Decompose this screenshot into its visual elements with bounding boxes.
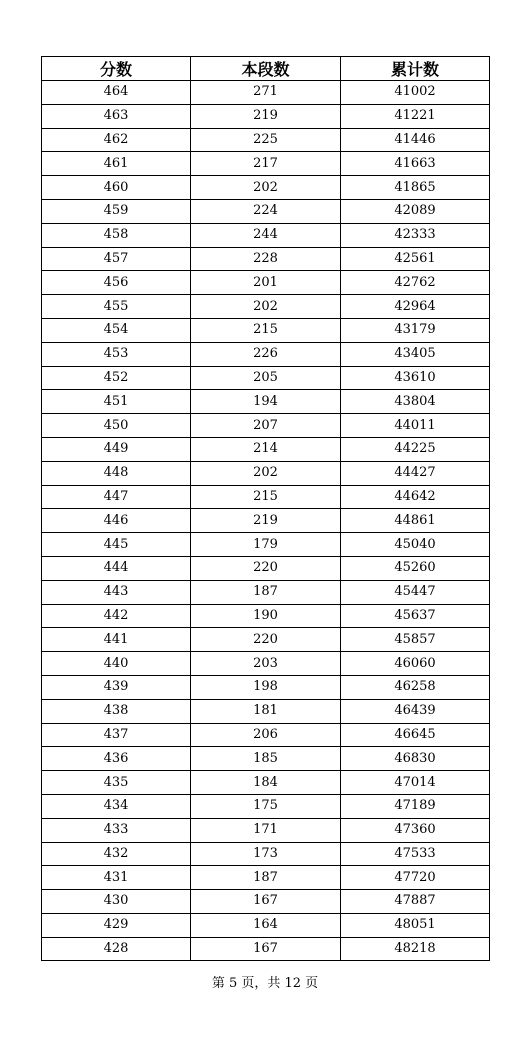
cell-score: 460 xyxy=(42,176,191,200)
cell-cumulative-count: 42561 xyxy=(341,247,490,271)
cell-score: 438 xyxy=(42,699,191,723)
cell-score: 434 xyxy=(42,794,191,818)
cell-score: 432 xyxy=(42,842,191,866)
cell-cumulative-count: 45857 xyxy=(341,628,490,652)
table-row xyxy=(42,533,490,557)
table-row xyxy=(42,628,490,652)
cell-score: 454 xyxy=(42,318,191,342)
cell-segment-count: 201 xyxy=(191,271,341,295)
table-row xyxy=(42,747,490,771)
table-row xyxy=(42,913,490,937)
table-row xyxy=(42,295,490,319)
cell-score: 442 xyxy=(42,604,191,628)
cell-segment-count: 184 xyxy=(191,771,341,795)
cell-segment-count: 226 xyxy=(191,342,341,366)
cell-cumulative-count: 46645 xyxy=(341,723,490,747)
table-row xyxy=(42,556,490,580)
table-row xyxy=(42,437,490,461)
cell-cumulative-count: 44861 xyxy=(341,509,490,533)
cell-score: 456 xyxy=(42,271,191,295)
header-segment-count: 本段数 xyxy=(191,57,341,81)
table-row xyxy=(42,414,490,438)
cell-cumulative-count: 41221 xyxy=(341,104,490,128)
cell-segment-count: 220 xyxy=(191,556,341,580)
cell-segment-count: 271 xyxy=(191,81,341,105)
cell-segment-count: 202 xyxy=(191,295,341,319)
cell-score: 459 xyxy=(42,199,191,223)
cell-cumulative-count: 46830 xyxy=(341,747,490,771)
table-row xyxy=(42,794,490,818)
cell-cumulative-count: 45637 xyxy=(341,604,490,628)
table-row xyxy=(42,771,490,795)
table-row xyxy=(42,866,490,890)
table-row xyxy=(42,390,490,414)
cell-score: 439 xyxy=(42,675,191,699)
cell-score: 430 xyxy=(42,890,191,914)
cell-segment-count: 187 xyxy=(191,580,341,604)
cell-cumulative-count: 46258 xyxy=(341,675,490,699)
cell-score: 448 xyxy=(42,461,191,485)
cell-segment-count: 224 xyxy=(191,199,341,223)
table-row xyxy=(42,104,490,128)
cell-segment-count: 181 xyxy=(191,699,341,723)
cell-cumulative-count: 45260 xyxy=(341,556,490,580)
cell-cumulative-count: 42333 xyxy=(341,223,490,247)
cell-cumulative-count: 41865 xyxy=(341,176,490,200)
cell-segment-count: 219 xyxy=(191,509,341,533)
cell-score: 457 xyxy=(42,247,191,271)
cell-cumulative-count: 41002 xyxy=(341,81,490,105)
cell-score: 435 xyxy=(42,771,191,795)
cell-segment-count: 173 xyxy=(191,842,341,866)
cell-segment-count: 185 xyxy=(191,747,341,771)
table-body xyxy=(42,81,490,961)
cell-score: 446 xyxy=(42,509,191,533)
cell-score: 428 xyxy=(42,937,191,961)
cell-score: 444 xyxy=(42,556,191,580)
cell-score: 455 xyxy=(42,295,191,319)
cell-segment-count: 187 xyxy=(191,866,341,890)
cell-segment-count: 225 xyxy=(191,128,341,152)
cell-cumulative-count: 43610 xyxy=(341,366,490,390)
table-row xyxy=(42,699,490,723)
cell-cumulative-count: 47014 xyxy=(341,771,490,795)
cell-segment-count: 206 xyxy=(191,723,341,747)
cell-cumulative-count: 47533 xyxy=(341,842,490,866)
cell-cumulative-count: 48218 xyxy=(341,937,490,961)
cell-cumulative-count: 47189 xyxy=(341,794,490,818)
cell-cumulative-count: 42964 xyxy=(341,295,490,319)
cell-cumulative-count: 46060 xyxy=(341,652,490,676)
cell-score: 429 xyxy=(42,913,191,937)
cell-segment-count: 244 xyxy=(191,223,341,247)
cell-cumulative-count: 43179 xyxy=(341,318,490,342)
cell-score: 452 xyxy=(42,366,191,390)
table-row xyxy=(42,461,490,485)
cell-segment-count: 203 xyxy=(191,652,341,676)
page-footer: 第 5 页，共 12 页 xyxy=(211,976,319,991)
table-row xyxy=(42,271,490,295)
table-row xyxy=(42,199,490,223)
cell-segment-count: 215 xyxy=(191,485,341,509)
cell-cumulative-count: 41663 xyxy=(341,152,490,176)
cell-cumulative-count: 44427 xyxy=(341,461,490,485)
cell-segment-count: 202 xyxy=(191,461,341,485)
cell-score: 440 xyxy=(42,652,191,676)
cell-segment-count: 219 xyxy=(191,104,341,128)
cell-cumulative-count: 47360 xyxy=(341,818,490,842)
header-cumulative-count: 累计数 xyxy=(341,57,490,81)
cell-score: 443 xyxy=(42,580,191,604)
table-row xyxy=(42,580,490,604)
table-header-row xyxy=(42,57,490,81)
cell-cumulative-count: 43405 xyxy=(341,342,490,366)
cell-cumulative-count: 46439 xyxy=(341,699,490,723)
table-row xyxy=(42,937,490,961)
cell-score: 445 xyxy=(42,533,191,557)
cell-score: 449 xyxy=(42,437,191,461)
table-row xyxy=(42,818,490,842)
cell-segment-count: 214 xyxy=(191,437,341,461)
cell-segment-count: 171 xyxy=(191,818,341,842)
cell-cumulative-count: 47720 xyxy=(341,866,490,890)
cell-segment-count: 215 xyxy=(191,318,341,342)
table-row xyxy=(42,509,490,533)
table-row xyxy=(42,81,490,105)
cell-segment-count: 194 xyxy=(191,390,341,414)
table-row xyxy=(42,176,490,200)
cell-segment-count: 175 xyxy=(191,794,341,818)
cell-cumulative-count: 44642 xyxy=(341,485,490,509)
cell-cumulative-count: 45040 xyxy=(341,533,490,557)
table-row xyxy=(42,485,490,509)
cell-score: 447 xyxy=(42,485,191,509)
cell-segment-count: 190 xyxy=(191,604,341,628)
table-row xyxy=(42,366,490,390)
cell-score: 464 xyxy=(42,81,191,105)
cell-score: 451 xyxy=(42,390,191,414)
table-row xyxy=(42,675,490,699)
table-row xyxy=(42,604,490,628)
header-score: 分数 xyxy=(42,57,191,81)
cell-score: 450 xyxy=(42,414,191,438)
cell-score: 441 xyxy=(42,628,191,652)
score-distribution-table xyxy=(41,56,490,961)
cell-cumulative-count: 48051 xyxy=(341,913,490,937)
cell-segment-count: 179 xyxy=(191,533,341,557)
cell-cumulative-count: 42089 xyxy=(341,199,490,223)
cell-score: 453 xyxy=(42,342,191,366)
cell-segment-count: 228 xyxy=(191,247,341,271)
cell-segment-count: 202 xyxy=(191,176,341,200)
table-row xyxy=(42,223,490,247)
table-row xyxy=(42,128,490,152)
cell-segment-count: 217 xyxy=(191,152,341,176)
cell-segment-count: 198 xyxy=(191,675,341,699)
cell-segment-count: 205 xyxy=(191,366,341,390)
table-row xyxy=(42,342,490,366)
cell-cumulative-count: 41446 xyxy=(341,128,490,152)
cell-score: 461 xyxy=(42,152,191,176)
cell-segment-count: 164 xyxy=(191,913,341,937)
cell-cumulative-count: 47887 xyxy=(341,890,490,914)
cell-segment-count: 220 xyxy=(191,628,341,652)
cell-segment-count: 207 xyxy=(191,414,341,438)
cell-score: 437 xyxy=(42,723,191,747)
table-row xyxy=(42,152,490,176)
cell-segment-count: 167 xyxy=(191,937,341,961)
table-row xyxy=(42,247,490,271)
cell-cumulative-count: 44225 xyxy=(341,437,490,461)
table-row xyxy=(42,318,490,342)
cell-score: 431 xyxy=(42,866,191,890)
table-row xyxy=(42,652,490,676)
cell-cumulative-count: 43804 xyxy=(341,390,490,414)
cell-score: 462 xyxy=(42,128,191,152)
cell-score: 436 xyxy=(42,747,191,771)
table-row xyxy=(42,842,490,866)
cell-score: 458 xyxy=(42,223,191,247)
table-row xyxy=(42,723,490,747)
cell-cumulative-count: 45447 xyxy=(341,580,490,604)
cell-score: 433 xyxy=(42,818,191,842)
cell-score: 463 xyxy=(42,104,191,128)
cell-cumulative-count: 44011 xyxy=(341,414,490,438)
table-row xyxy=(42,890,490,914)
cell-segment-count: 167 xyxy=(191,890,341,914)
cell-cumulative-count: 42762 xyxy=(341,271,490,295)
